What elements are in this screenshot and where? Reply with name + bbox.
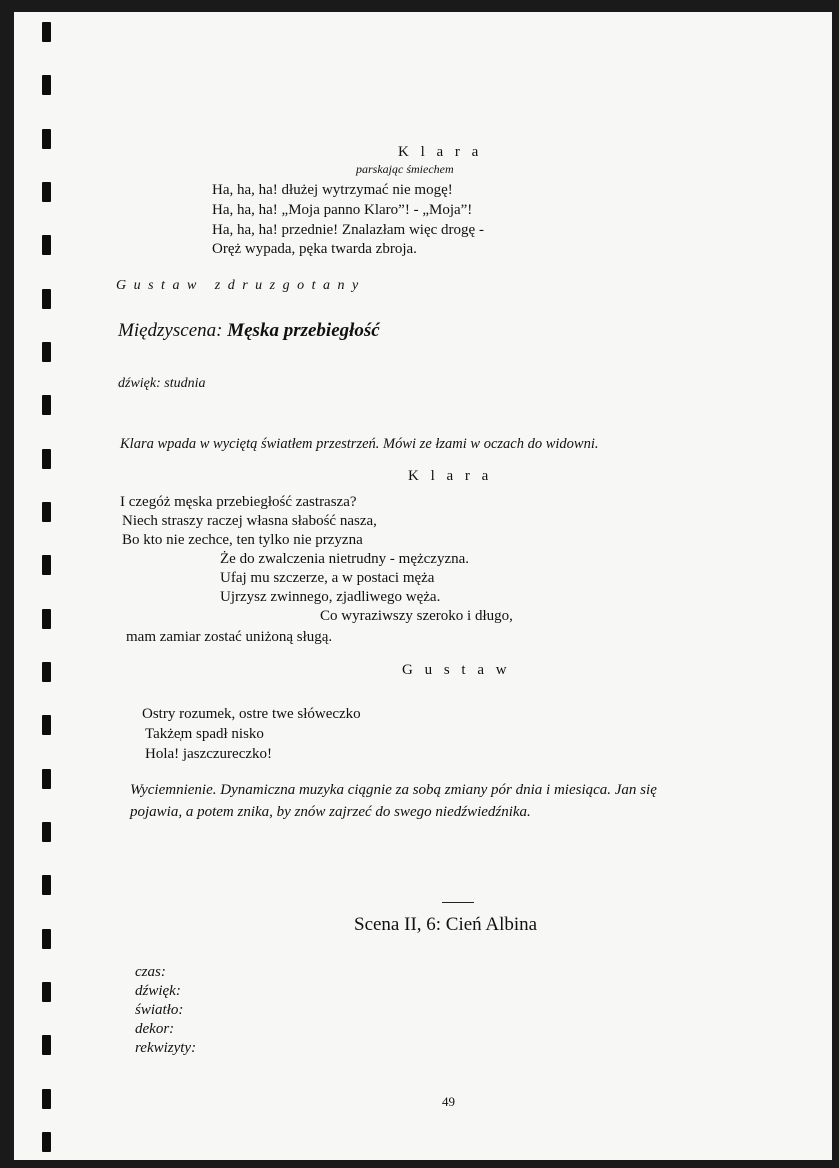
binding-hole (42, 1035, 51, 1055)
verse-line: Ostry rozumek, ostre twe słóweczko (142, 706, 361, 722)
closing-direction: Wyciemnienie. Dynamiczna muzyka ciągnie za sobą zmiany pór dnia i miesiąca. Jan się (130, 782, 657, 798)
verse-line: Ha, ha, ha! przednie! Znalazłam więc drogę - (212, 222, 484, 238)
verse-line: I czegóż męska przebiegłość zastrasza? (120, 494, 357, 510)
verse-line: Ufaj mu szczerze, a w postaci męża (220, 570, 435, 586)
verse-line: Ujrzysz zwinnego, zjadliwego węża. (220, 589, 441, 605)
verse-line: mam zamiar zostać uniżoną sługą. (126, 629, 333, 645)
binding-hole (42, 1132, 51, 1152)
binding-hole (42, 982, 51, 1002)
verse-line: Oręż wypada, pęka twarda zbroja. (212, 241, 417, 257)
binding-hole (42, 715, 51, 735)
document-page (14, 12, 832, 1160)
verse-line: Niech straszy raczej własna słabość nasza, (122, 513, 377, 529)
binding-hole (42, 502, 51, 522)
binding-hole (42, 75, 51, 95)
field-decor: dekor: (135, 1021, 175, 1037)
scene-heading: Scena II, 6: Cień Albina (354, 914, 538, 935)
speaker-gustaw: G u s t a w (402, 662, 511, 678)
page-number: 49 (442, 1094, 455, 1109)
interlude-label: Międzyscena: (118, 320, 223, 341)
speaker-klara: K l a r a (398, 144, 483, 160)
section-divider (442, 902, 474, 903)
binding-hole (42, 289, 51, 309)
stage-direction: Klara wpada w wyciętą światłem przestrzeń. Mówi ze łzami w oczach do widowni. (120, 436, 599, 452)
verse-line: Ha, ha, ha! „Moja panno Klaro”! - „Moja”! (212, 202, 473, 218)
field-time: czas: (135, 964, 166, 980)
binding-hole (42, 662, 51, 682)
field-sound: dźwięk: (135, 983, 181, 999)
field-props: rekwizyty: (135, 1040, 197, 1056)
binding-hole (42, 22, 51, 42)
field-light: światło: (135, 1002, 184, 1018)
binding-hole (42, 609, 51, 629)
stage-direction-laugh: parskając śmiechem (356, 162, 454, 176)
interlude-title: Męska przebiegłość (227, 320, 380, 341)
sound-cue: dźwięk: studnia (118, 376, 206, 391)
verse-line: Hola! jaszczureczko! (145, 746, 273, 762)
binding-hole (42, 342, 51, 362)
verse-line: Co wyraziwszy szeroko i długo, (320, 608, 513, 624)
binding-hole (42, 449, 51, 469)
binding-hole (42, 929, 51, 949)
interlude-heading (118, 320, 380, 342)
verse-line: Że do zwalczenia nietrudny - mężczyzna. (220, 551, 470, 567)
binding-hole (42, 875, 51, 895)
verse-line: Także̜m spadł nisko (145, 726, 264, 742)
closing-direction: pojawia, a potem znika, by znów zajrzeć do swego niedźwiedźnika. (130, 804, 531, 820)
binding-hole (42, 129, 51, 149)
gustaw-stage-state: G u s t a w z d r u z g o t a n y (116, 278, 361, 293)
binding-hole (42, 395, 51, 415)
binding-hole (42, 555, 51, 575)
binding-hole (42, 182, 51, 202)
binding-hole (42, 235, 51, 255)
verse-line: Bo kto nie zechce, ten tylko nie przyzna (122, 532, 363, 548)
verse-line: Ha, ha, ha! dłużej wytrzymać nie mogę! (212, 182, 453, 198)
speaker-klara: K l a r a (408, 468, 493, 484)
binding-hole (42, 769, 51, 789)
binding-hole (42, 822, 51, 842)
binding-hole (42, 1089, 51, 1109)
